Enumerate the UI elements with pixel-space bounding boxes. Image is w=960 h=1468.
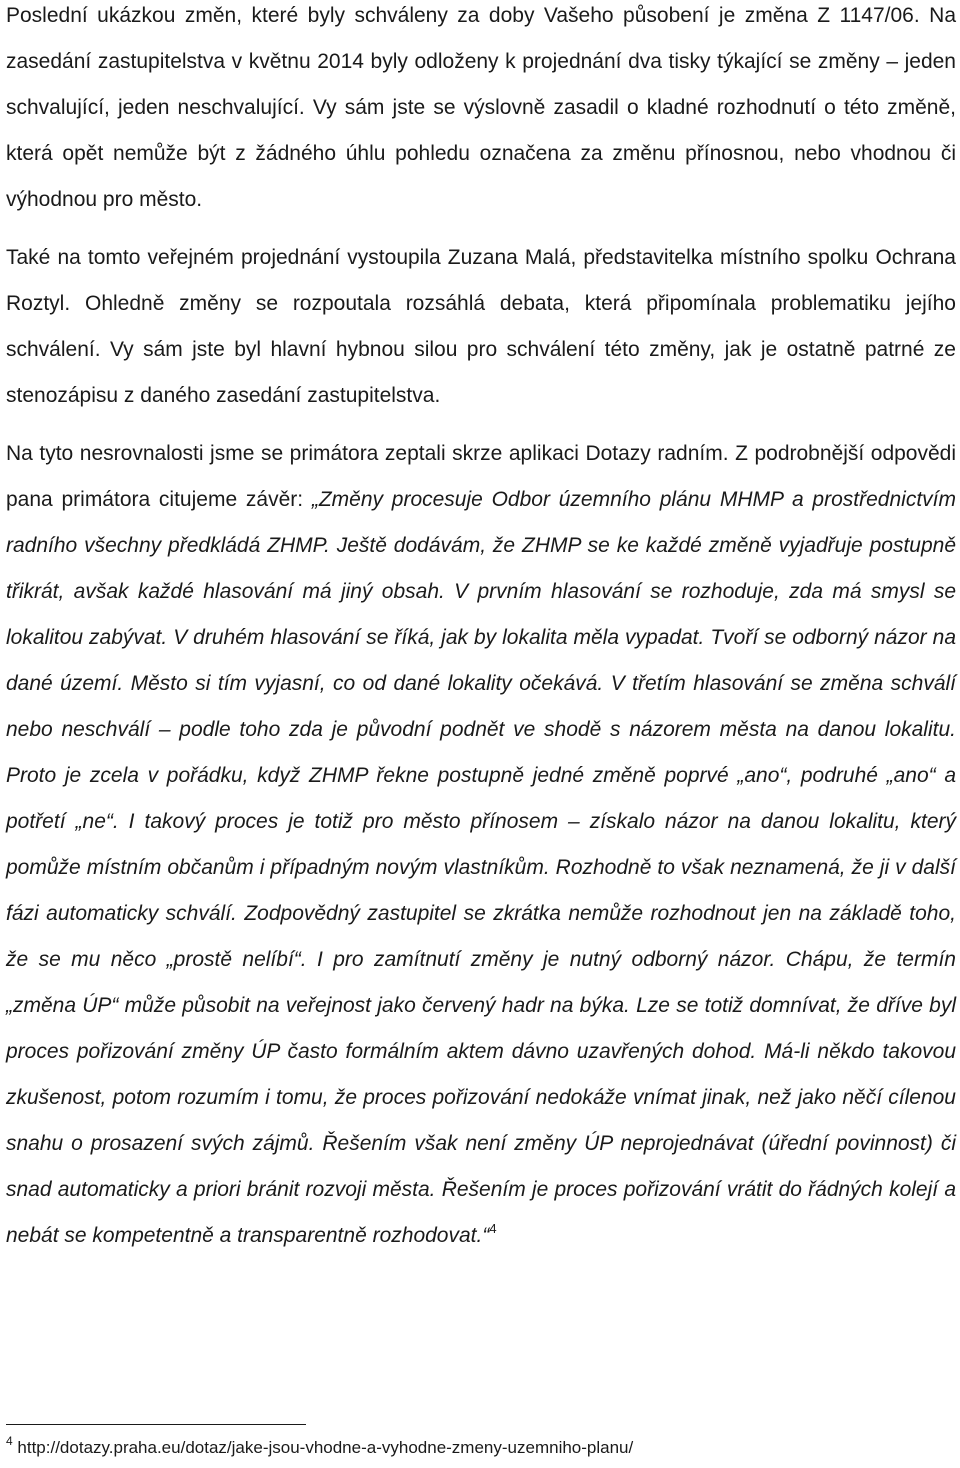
footnote-url: http://dotazy.praha.eu/dotaz/jake-jsou-vhodne-a-vyhodne-zmeny-uzemniho-planu/ <box>12 1438 634 1457</box>
footnote <box>6 1436 633 1460</box>
mayor-answer-intro: Na tyto nesrovnalosti jsme se primátora zeptali skrze aplikaci Dotazy radním. Z podrobnější odpovědi pana primátora citujeme závěr: <box>6 442 956 511</box>
paragraph-mayor-answer <box>6 431 956 1259</box>
footnote-reference: 4 <box>489 1221 497 1236</box>
footnote-number: 4 <box>6 1434 13 1448</box>
document-page <box>6 0 956 1259</box>
mayor-answer-quote: „Změny procesuje Odbor územního plánu MHMP a prostřednictvím radního všechny předkládá ZHMP. Ještě dodávám, že ZHMP se ke každé změně vyjadřuje postupně třikrát, avšak každé hlasování má jiný obsah. V prvním hlasování se rozhoduje, zda má smysl se lokalitou zabývat. V druhém hlasování se říká, jak by lokalita měla vypadat. Tvoří se odborný názor na dané území. Město si tím vyjasní, co od dané lokality očekává. V třetím hlasování se změna schválí nebo neschválí – podle toho zda je původní podnět ve shodě s názorem města na danou lokalitu. Proto je zcela v pořádku, když ZHMP řekne postupně jedné změně poprvé „ano“, podruhé „ano“ a potřetí „ne“. I takový proces je totiž pro město přínosem – získalo názor na danou lokalitu, který pomůže místním občanům i případným novým vlastníkům. Rozhodně to však neznamená, že ji v další fázi automaticky schválí. Zodpovědný zastupitel se zkrátka nemůže rozhodnout jen na základě toho, že se mu něco „prostě nelíbí“. I pro zamítnutí změny je nutný odborný názor. Chápu, že termín „změna ÚP“ může působit na veřejnost jako červený hadr na býka. Lze se totiž domnívat, že dříve byl proces pořizování změny ÚP často formálním aktem dávno uzavřených dohod. Má-li někdo takovou zkušenost, potom rozumím i tomu, že proces pořizování nedokáže vnímat jinak, než jako něčí cílenou snahu o prosazení svých zájmů. Řešením však není změny ÚP neprojednávat (úřední povinnost) či snad automaticky a priori bránit rozvoji města. Řešením je proces pořizování vrátit do řádných kolejí a nebát se kompetentně a transparentně rozhodovat.“ <box>6 488 956 1247</box>
paragraph-public-hearing: Také na tomto veřejném projednání vystoupila Zuzana Malá, představitelka místního spolku Ochrana Roztyl. Ohledně změny se rozpoutala rozsáhlá debata, která připomínala problematiku jejího schválení. Vy sám jste byl hlavní hybnou silou pro schválení této změny, jak je ostatně patrné ze stenozápisu z daného zasedání zastupitelstva. <box>6 246 956 407</box>
footnote-separator <box>6 1424 306 1425</box>
paragraph-intro: Poslední ukázkou změn, které byly schváleny za doby Vašeho působení je změna Z 1147/06. Na zasedání zastupitelstva v květnu 2014 byly odloženy k projednání dva tisky týkající se změny – jeden schvalující, jeden neschvalující. Vy sám jste se výslovně zasadil o kladné rozhodnutí o této změně, která opět nemůže být z žádného úhlu pohledu označena za změnu přínosnou, nebo vhodnou či výhodnou pro město. <box>6 4 956 211</box>
